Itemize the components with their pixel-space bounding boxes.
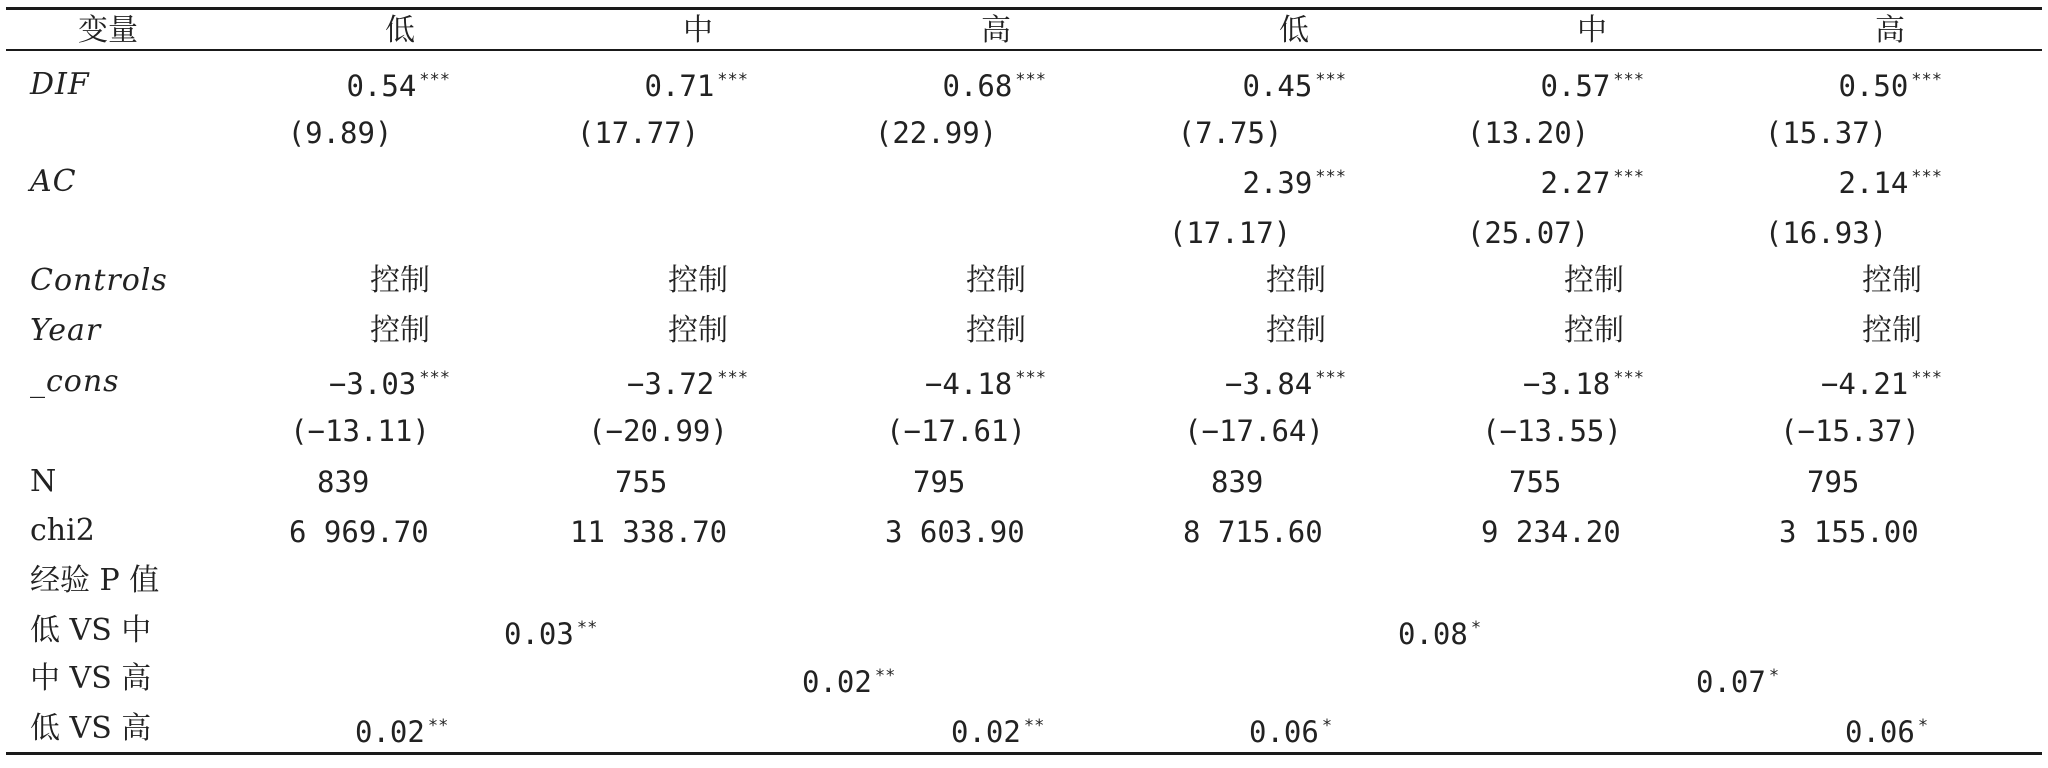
cons-t-1: (−13.11) [290,414,430,448]
ac-coef-6: 2.14 *** [1838,166,1942,200]
row-label-n: N [30,464,57,499]
row-label-dif: DIF [30,67,90,102]
controls-3: 控制 [966,263,1026,298]
cons-t-5: (−13.55) [1482,414,1622,448]
header-variable: 变量 [78,13,138,48]
controls-2: 控制 [668,263,728,298]
chi2-2: 11 338.70 [570,515,728,549]
chi2-6: 3 155.00 [1779,515,1919,549]
dif-t-3: (22.99) [874,116,998,150]
n-1: 839 [317,465,370,499]
ac-coef-5: 2.27 *** [1540,166,1644,200]
cons-coef-1: −3.03 *** [328,367,450,401]
year-1: 控制 [370,313,430,348]
row-label-low-vs-mid: 低 VS 中 [30,613,152,648]
cons-t-3: (−17.61) [886,414,1026,448]
row-label-pvalue: 经验 P 值 [30,563,160,598]
n-5: 755 [1509,465,1562,499]
dif-coef-6: 0.50 *** [1838,69,1942,103]
dif-t-4: (7.75) [1177,116,1283,150]
dif-t-6: (15.37) [1764,116,1888,150]
low-vs-high-4: 0.06 * [1845,715,1929,749]
row-label-ac: AC [30,164,77,199]
low-vs-mid-1: 0.03 ** [504,617,598,651]
dif-t-2: (17.77) [576,116,700,150]
cons-t-4: (−17.64) [1184,414,1324,448]
header-col-4: 低 [1279,13,1309,48]
dif-coef-1: 0.54 *** [346,69,450,103]
dif-coef-4: 0.45 *** [1242,69,1346,103]
dif-coef-3: 0.68 *** [942,69,1046,103]
controls-5: 控制 [1564,263,1624,298]
chi2-4: 8 715.60 [1183,515,1323,549]
controls-1: 控制 [370,263,430,298]
mid-vs-high-1: 0.02 ** [802,665,896,699]
cons-coef-6: −4.21 *** [1820,367,1942,401]
controls-6: 控制 [1862,263,1922,298]
row-label-cons: _cons [30,364,120,399]
n-3: 795 [913,465,966,499]
cons-coef-3: −4.18 *** [924,367,1046,401]
year-3: 控制 [966,313,1026,348]
header-rule [6,49,2042,51]
year-2: 控制 [668,313,728,348]
controls-4: 控制 [1266,263,1326,298]
row-label-year: Year [30,313,102,348]
chi2-3: 3 603.90 [885,515,1025,549]
year-6: 控制 [1862,313,1922,348]
dif-t-1: (9.89) [287,116,393,150]
low-vs-high-1: 0.02 ** [355,715,449,749]
low-vs-mid-2: 0.08 * [1398,617,1482,651]
row-label-controls: Controls [30,263,168,298]
n-2: 755 [615,465,668,499]
cons-t-2: (−20.99) [588,414,728,448]
row-label-chi2: chi2 [30,513,95,548]
year-5: 控制 [1564,313,1624,348]
mid-vs-high-2: 0.07 * [1696,665,1780,699]
header-col-3: 高 [981,13,1011,48]
row-label-mid-vs-high: 中 VS 高 [30,661,152,696]
low-vs-high-2: 0.02 ** [951,715,1045,749]
dif-coef-2: 0.71 *** [644,69,748,103]
cons-t-6: (−15.37) [1780,414,1920,448]
year-4: 控制 [1266,313,1326,348]
top-rule [6,7,2042,10]
chi2-5: 9 234.20 [1481,515,1621,549]
header-col-1: 低 [385,13,415,48]
n-4: 839 [1211,465,1264,499]
row-label-low-vs-high: 低 VS 高 [30,711,152,746]
chi2-1: 6 969.70 [289,515,429,549]
bottom-rule [6,752,2042,755]
n-6: 795 [1807,465,1860,499]
cons-coef-2: −3.72 *** [626,367,748,401]
dif-t-5: (13.20) [1466,116,1590,150]
cons-coef-5: −3.18 *** [1522,367,1644,401]
cons-coef-4: −3.84 *** [1224,367,1346,401]
header-col-2: 中 [683,13,713,48]
ac-coef-4: 2.39 *** [1242,166,1346,200]
dif-coef-5: 0.57 *** [1540,69,1644,103]
ac-t-5: (25.07) [1466,216,1590,250]
ac-t-6: (16.93) [1764,216,1888,250]
low-vs-high-3: 0.06 * [1249,715,1333,749]
header-col-5: 中 [1577,13,1607,48]
header-col-6: 高 [1875,13,1905,48]
ac-t-4: (17.17) [1168,216,1292,250]
